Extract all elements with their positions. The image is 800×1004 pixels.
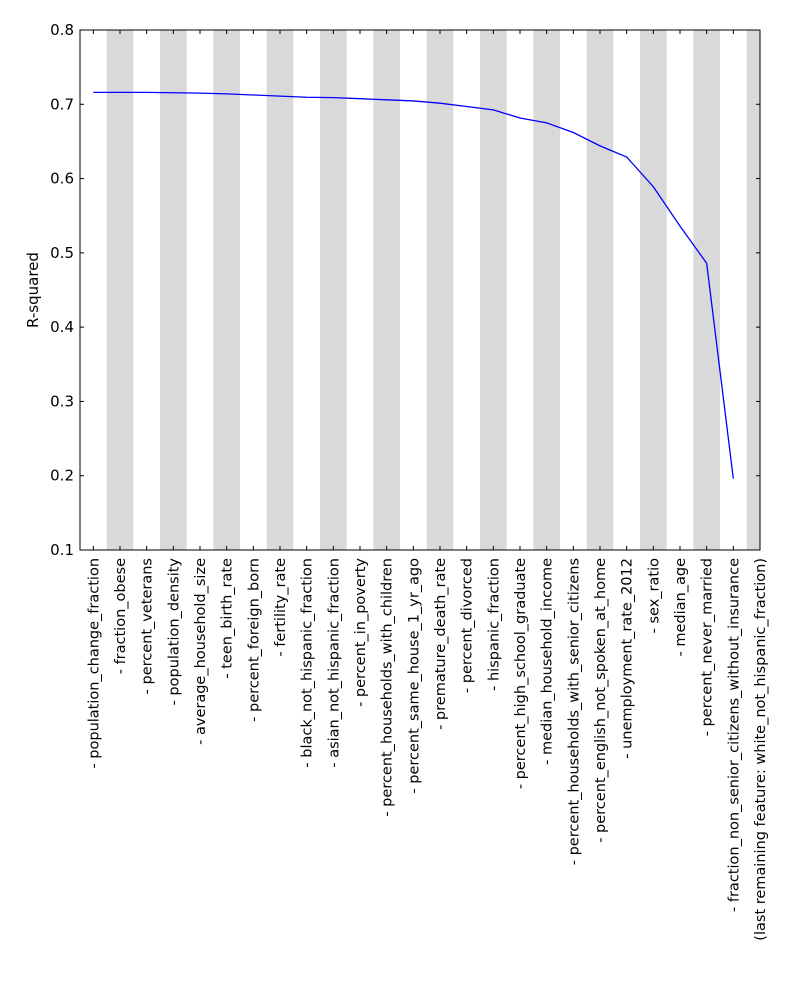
x-tick-label: - fraction_obese [113,558,129,674]
category-band [533,30,560,550]
y-tick-label: 0.6 [50,170,74,188]
x-tick-label: - percent_english_not_spoken_at_home [593,558,609,843]
y-tick-label: 0.3 [50,392,74,410]
x-tick-label: - percent_in_poverty [353,558,369,707]
category-band [373,30,400,550]
category-bands [107,30,760,550]
x-tick-label: - percent_high_school_graduate [513,558,529,789]
category-band [427,30,454,550]
x-tick-label: - percent_foreign_born [246,558,262,722]
x-tick-label: (last remaining feature: white_not_hispanic_fraction) [753,558,769,941]
y-tick-label: 0.4 [50,318,74,336]
x-tick-label: - fraction_non_senior_citizens_without_insurance [726,558,742,912]
x-tick-label: - median_age [673,558,689,657]
y-tick-label: 0.5 [50,244,74,262]
category-band [480,30,507,550]
x-tick-label: - percent_never_married [700,558,716,736]
x-tick-label: - percent_divorced [460,558,476,693]
y-tick-label: 0.7 [50,95,74,113]
x-tick-label: - fertility_rate [273,558,289,657]
category-band [587,30,614,550]
x-tick-label: - unemployment_rate_2012 [620,558,636,759]
category-band [640,30,667,550]
x-tick-label: - asian_not_hispanic_fraction [326,558,342,768]
category-band [747,30,760,550]
y-tick-label: 0.2 [50,467,74,485]
x-tick-label: - percent_households_with_children [380,558,396,817]
series-line [93,92,733,478]
category-band [320,30,347,550]
x-tick-label: - premature_death_rate [433,558,449,730]
series-line-layer [93,92,733,478]
x-tick-label: - hispanic_fraction [486,558,502,691]
x-tick-label: - average_household_size [193,558,209,745]
category-band [213,30,240,550]
x-tick-label: - teen_birth_rate [220,558,236,679]
x-tick-label: - percent_same_house_1_yr_ago [406,558,422,794]
category-band [693,30,720,550]
y-axis-label: R-squared [24,252,42,328]
category-band [107,30,134,550]
x-tick-label: - sex_ratio [646,558,662,633]
x-tick-label: - median_household_income [540,558,556,765]
x-tick-label: - population_density [166,558,182,706]
y-tick-label: 0.8 [50,21,74,39]
x-tick-label: - percent_veterans [140,558,156,694]
category-band [267,30,294,550]
x-tick-label: - population_change_fraction [86,558,102,769]
y-tick-label: 0.1 [50,541,74,559]
x-tick-label: - black_not_hispanic_fraction [300,558,316,768]
x-tick-label: - percent_households_with_senior_citizens [566,558,582,865]
category-band [160,30,187,550]
